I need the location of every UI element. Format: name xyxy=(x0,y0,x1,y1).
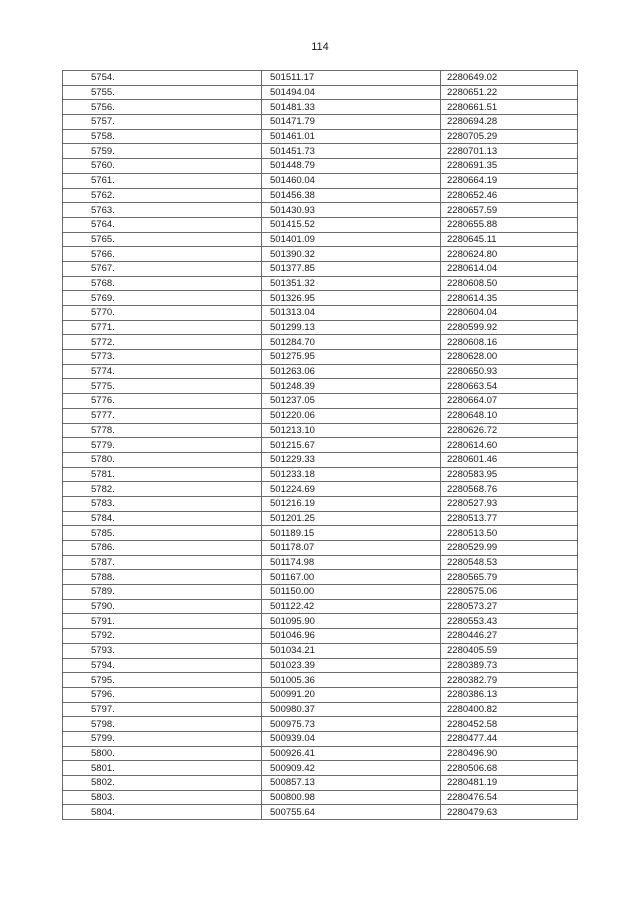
point-number-cell: 5795. xyxy=(63,673,262,688)
point-number-cell: 5755. xyxy=(63,85,262,100)
y-coordinate-cell: 2280650.93 xyxy=(441,364,578,379)
point-number-cell: 5788. xyxy=(63,570,262,585)
y-coordinate-cell: 2280513.50 xyxy=(441,526,578,541)
y-coordinate-cell: 2280661.51 xyxy=(441,100,578,115)
y-coordinate-cell: 2280701.13 xyxy=(441,144,578,159)
table-row xyxy=(63,203,578,218)
x-coordinate-cell: 500926.41 xyxy=(262,746,441,761)
x-coordinate-cell: 501095.90 xyxy=(262,614,441,629)
point-number-cell: 5792. xyxy=(63,629,262,644)
point-number-cell: 5762. xyxy=(63,188,262,203)
y-coordinate-cell: 2280479.63 xyxy=(441,805,578,820)
point-number-cell: 5772. xyxy=(63,335,262,350)
y-coordinate-cell: 2280652.46 xyxy=(441,188,578,203)
point-number-cell: 5778. xyxy=(63,423,262,438)
point-number-cell: 5761. xyxy=(63,173,262,188)
x-coordinate-cell: 501415.52 xyxy=(262,217,441,232)
x-coordinate-cell: 501224.69 xyxy=(262,482,441,497)
x-coordinate-cell: 500755.64 xyxy=(262,805,441,820)
y-coordinate-cell: 2280664.19 xyxy=(441,173,578,188)
y-coordinate-cell: 2280405.59 xyxy=(441,643,578,658)
y-coordinate-cell: 2280496.90 xyxy=(441,746,578,761)
x-coordinate-cell: 501481.33 xyxy=(262,100,441,115)
y-coordinate-cell: 2280645.11 xyxy=(441,232,578,247)
point-number-cell: 5786. xyxy=(63,541,262,556)
point-number-cell: 5784. xyxy=(63,511,262,526)
y-coordinate-cell: 2280565.79 xyxy=(441,570,578,585)
y-coordinate-cell: 2280400.82 xyxy=(441,702,578,717)
x-coordinate-cell: 501448.79 xyxy=(262,159,441,174)
x-coordinate-cell: 501233.18 xyxy=(262,467,441,482)
y-coordinate-cell: 2280649.02 xyxy=(441,71,578,86)
x-coordinate-cell: 501237.05 xyxy=(262,394,441,409)
table-row xyxy=(63,173,578,188)
y-coordinate-cell: 2280476.54 xyxy=(441,790,578,805)
x-coordinate-cell: 500975.73 xyxy=(262,717,441,732)
table-row xyxy=(63,599,578,614)
y-coordinate-cell: 2280452.58 xyxy=(441,717,578,732)
x-coordinate-cell: 501201.25 xyxy=(262,511,441,526)
x-coordinate-cell: 501167.00 xyxy=(262,570,441,585)
coordinates-table-body xyxy=(63,71,578,820)
point-number-cell: 5765. xyxy=(63,232,262,247)
x-coordinate-cell: 501248.39 xyxy=(262,379,441,394)
point-number-cell: 5764. xyxy=(63,217,262,232)
point-number-cell: 5790. xyxy=(63,599,262,614)
table-row xyxy=(63,570,578,585)
point-number-cell: 5763. xyxy=(63,203,262,218)
y-coordinate-cell: 2280389.73 xyxy=(441,658,578,673)
x-coordinate-cell: 501220.06 xyxy=(262,408,441,423)
point-number-cell: 5781. xyxy=(63,467,262,482)
x-coordinate-cell: 501461.01 xyxy=(262,129,441,144)
y-coordinate-cell: 2280575.06 xyxy=(441,585,578,600)
x-coordinate-cell: 500980.37 xyxy=(262,702,441,717)
x-coordinate-cell: 501299.13 xyxy=(262,320,441,335)
point-number-cell: 5780. xyxy=(63,452,262,467)
table-row xyxy=(63,247,578,262)
y-coordinate-cell: 2280655.88 xyxy=(441,217,578,232)
point-number-cell: 5770. xyxy=(63,306,262,321)
table-row xyxy=(63,159,578,174)
table-row xyxy=(63,408,578,423)
y-coordinate-cell: 2280648.10 xyxy=(441,408,578,423)
point-number-cell: 5768. xyxy=(63,276,262,291)
point-number-cell: 5757. xyxy=(63,115,262,130)
table-row xyxy=(63,438,578,453)
table-row xyxy=(63,717,578,732)
x-coordinate-cell: 501284.70 xyxy=(262,335,441,350)
table-row xyxy=(63,746,578,761)
table-row xyxy=(63,643,578,658)
y-coordinate-cell: 2280657.59 xyxy=(441,203,578,218)
coordinates-table xyxy=(62,70,578,820)
x-coordinate-cell: 501313.04 xyxy=(262,306,441,321)
table-row xyxy=(63,629,578,644)
table-row xyxy=(63,144,578,159)
x-coordinate-cell: 501377.85 xyxy=(262,261,441,276)
y-coordinate-cell: 2280583.95 xyxy=(441,467,578,482)
y-coordinate-cell: 2280553.43 xyxy=(441,614,578,629)
y-coordinate-cell: 2280628.00 xyxy=(441,350,578,365)
table-row xyxy=(63,364,578,379)
y-coordinate-cell: 2280506.68 xyxy=(441,761,578,776)
x-coordinate-cell: 500909.42 xyxy=(262,761,441,776)
table-row xyxy=(63,350,578,365)
table-row xyxy=(63,496,578,511)
y-coordinate-cell: 2280446.27 xyxy=(441,629,578,644)
x-coordinate-cell: 500800.98 xyxy=(262,790,441,805)
table-row xyxy=(63,526,578,541)
y-coordinate-cell: 2280705.29 xyxy=(441,129,578,144)
x-coordinate-cell: 501471.79 xyxy=(262,115,441,130)
point-number-cell: 5794. xyxy=(63,658,262,673)
y-coordinate-cell: 2280608.50 xyxy=(441,276,578,291)
table-row xyxy=(63,776,578,791)
x-coordinate-cell: 500857.13 xyxy=(262,776,441,791)
table-row xyxy=(63,511,578,526)
x-coordinate-cell: 501430.93 xyxy=(262,203,441,218)
x-coordinate-cell: 501189.15 xyxy=(262,526,441,541)
x-coordinate-cell: 501511.17 xyxy=(262,71,441,86)
table-row xyxy=(63,614,578,629)
page-number: 114 xyxy=(311,41,329,53)
table-row xyxy=(63,232,578,247)
y-coordinate-cell: 2280527.93 xyxy=(441,496,578,511)
table-row xyxy=(63,585,578,600)
table-row xyxy=(63,761,578,776)
point-number-cell: 5766. xyxy=(63,247,262,262)
table-row xyxy=(63,115,578,130)
table-row xyxy=(63,790,578,805)
table-row xyxy=(63,320,578,335)
x-coordinate-cell: 501005.36 xyxy=(262,673,441,688)
point-number-cell: 5769. xyxy=(63,291,262,306)
y-coordinate-cell: 2280694.28 xyxy=(441,115,578,130)
point-number-cell: 5771. xyxy=(63,320,262,335)
x-coordinate-cell: 501351.32 xyxy=(262,276,441,291)
point-number-cell: 5782. xyxy=(63,482,262,497)
y-coordinate-cell: 2280386.13 xyxy=(441,687,578,702)
y-coordinate-cell: 2280691.35 xyxy=(441,159,578,174)
point-number-cell: 5791. xyxy=(63,614,262,629)
point-number-cell: 5775. xyxy=(63,379,262,394)
x-coordinate-cell: 501456.38 xyxy=(262,188,441,203)
point-number-cell: 5776. xyxy=(63,394,262,409)
point-number-cell: 5804. xyxy=(63,805,262,820)
table-row xyxy=(63,482,578,497)
y-coordinate-cell: 2280548.53 xyxy=(441,555,578,570)
table-row xyxy=(63,555,578,570)
table-row xyxy=(63,541,578,556)
y-coordinate-cell: 2280626.72 xyxy=(441,423,578,438)
point-number-cell: 5798. xyxy=(63,717,262,732)
table-row xyxy=(63,335,578,350)
table-row xyxy=(63,467,578,482)
point-number-cell: 5767. xyxy=(63,261,262,276)
table-row xyxy=(63,452,578,467)
x-coordinate-cell: 501213.10 xyxy=(262,423,441,438)
table-row xyxy=(63,702,578,717)
point-number-cell: 5787. xyxy=(63,555,262,570)
table-row xyxy=(63,85,578,100)
point-number-cell: 5801. xyxy=(63,761,262,776)
point-number-cell: 5756. xyxy=(63,100,262,115)
y-coordinate-cell: 2280624.80 xyxy=(441,247,578,262)
y-coordinate-cell: 2280651.22 xyxy=(441,85,578,100)
point-number-cell: 5793. xyxy=(63,643,262,658)
point-number-cell: 5799. xyxy=(63,731,262,746)
y-coordinate-cell: 2280513.77 xyxy=(441,511,578,526)
x-coordinate-cell: 501451.73 xyxy=(262,144,441,159)
table-row xyxy=(63,188,578,203)
point-number-cell: 5783. xyxy=(63,496,262,511)
table-row xyxy=(63,71,578,86)
point-number-cell: 5797. xyxy=(63,702,262,717)
x-coordinate-cell: 500939.04 xyxy=(262,731,441,746)
y-coordinate-cell: 2280568.76 xyxy=(441,482,578,497)
point-number-cell: 5800. xyxy=(63,746,262,761)
y-coordinate-cell: 2280599.92 xyxy=(441,320,578,335)
table-row xyxy=(63,687,578,702)
table-row xyxy=(63,379,578,394)
x-coordinate-cell: 501178.07 xyxy=(262,541,441,556)
y-coordinate-cell: 2280382.79 xyxy=(441,673,578,688)
table-row xyxy=(63,100,578,115)
x-coordinate-cell: 501401.09 xyxy=(262,232,441,247)
x-coordinate-cell: 501460.04 xyxy=(262,173,441,188)
x-coordinate-cell: 501046.96 xyxy=(262,629,441,644)
x-coordinate-cell: 501326.95 xyxy=(262,291,441,306)
table-row xyxy=(63,306,578,321)
x-coordinate-cell: 501174.98 xyxy=(262,555,441,570)
x-coordinate-cell: 501390.32 xyxy=(262,247,441,262)
x-coordinate-cell: 501263.06 xyxy=(262,364,441,379)
table-row xyxy=(63,658,578,673)
y-coordinate-cell: 2280663.54 xyxy=(441,379,578,394)
x-coordinate-cell: 501215.67 xyxy=(262,438,441,453)
table-row xyxy=(63,673,578,688)
y-coordinate-cell: 2280614.60 xyxy=(441,438,578,453)
table-row xyxy=(63,261,578,276)
table-row xyxy=(63,129,578,144)
point-number-cell: 5803. xyxy=(63,790,262,805)
y-coordinate-cell: 2280608.16 xyxy=(441,335,578,350)
point-number-cell: 5774. xyxy=(63,364,262,379)
y-coordinate-cell: 2280573.27 xyxy=(441,599,578,614)
point-number-cell: 5760. xyxy=(63,159,262,174)
y-coordinate-cell: 2280481.19 xyxy=(441,776,578,791)
y-coordinate-cell: 2280614.35 xyxy=(441,291,578,306)
x-coordinate-cell: 501494.04 xyxy=(262,85,441,100)
table-row xyxy=(63,731,578,746)
point-number-cell: 5785. xyxy=(63,526,262,541)
table-row xyxy=(63,423,578,438)
point-number-cell: 5796. xyxy=(63,687,262,702)
y-coordinate-cell: 2280529.99 xyxy=(441,541,578,556)
point-number-cell: 5773. xyxy=(63,350,262,365)
point-number-cell: 5779. xyxy=(63,438,262,453)
y-coordinate-cell: 2280664.07 xyxy=(441,394,578,409)
y-coordinate-cell: 2280614.04 xyxy=(441,261,578,276)
y-coordinate-cell: 2280477.44 xyxy=(441,731,578,746)
point-number-cell: 5777. xyxy=(63,408,262,423)
point-number-cell: 5758. xyxy=(63,129,262,144)
point-number-cell: 5789. xyxy=(63,585,262,600)
x-coordinate-cell: 501216.19 xyxy=(262,496,441,511)
x-coordinate-cell: 501122.42 xyxy=(262,599,441,614)
y-coordinate-cell: 2280604.04 xyxy=(441,306,578,321)
x-coordinate-cell: 501150.00 xyxy=(262,585,441,600)
point-number-cell: 5754. xyxy=(63,71,262,86)
x-coordinate-cell: 501034.21 xyxy=(262,643,441,658)
x-coordinate-cell: 500991.20 xyxy=(262,687,441,702)
table-row xyxy=(63,394,578,409)
table-row xyxy=(63,276,578,291)
y-coordinate-cell: 2280601.46 xyxy=(441,452,578,467)
table-row xyxy=(63,291,578,306)
point-number-cell: 5802. xyxy=(63,776,262,791)
point-number-cell: 5759. xyxy=(63,144,262,159)
table-row xyxy=(63,217,578,232)
x-coordinate-cell: 501275.95 xyxy=(262,350,441,365)
x-coordinate-cell: 501229.33 xyxy=(262,452,441,467)
table-row xyxy=(63,805,578,820)
x-coordinate-cell: 501023.39 xyxy=(262,658,441,673)
